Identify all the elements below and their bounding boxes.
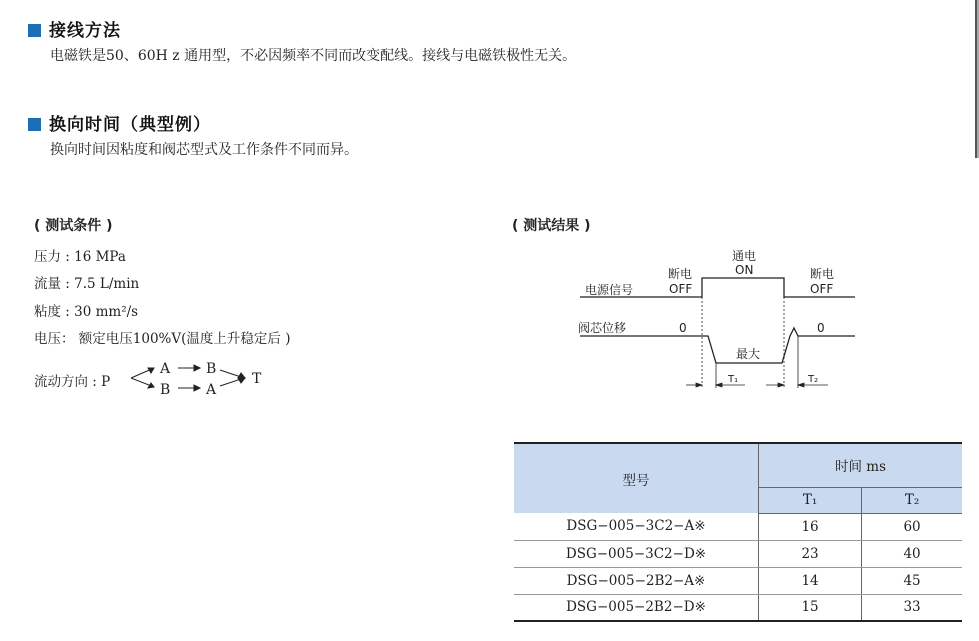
zero-left-label: 0 [679, 321, 687, 335]
condition-pressure: 压力 : 16 MPa [34, 249, 126, 265]
section-bullet-icon [28, 24, 41, 37]
dim-arrow [798, 383, 804, 387]
flow-node-b: B [206, 361, 217, 377]
flow-node-t: T [252, 371, 262, 387]
table-cell-t2: 40 [862, 540, 962, 567]
flow-direction-label: 流动方向 : P [34, 374, 111, 390]
condition-viscosity: 粘度 : 30 mm²/s [34, 304, 139, 320]
table-cell-t2: 33 [862, 594, 962, 621]
flow-direction-diagram [128, 356, 278, 401]
table-cell-t1: 14 [759, 567, 862, 594]
on-label: ON [735, 263, 754, 277]
t1-label: T₁ [728, 374, 739, 385]
section-switch-time-title: 换向时间（典型例） [28, 110, 211, 135]
arrow-head [194, 365, 200, 371]
timing-diagram [560, 240, 870, 400]
off-left-cn-label: 断电 [668, 267, 693, 281]
section-switch-time-text: 换向时间因粘度和阀芯型式及工作条件不同而异。 [50, 142, 358, 158]
flow-node-b: B [160, 382, 171, 398]
table-cell-model: DSG−005−2B2−A※ [514, 567, 759, 594]
max-label: 最大 [736, 347, 761, 361]
arrow-head [238, 373, 245, 378]
table-cell-t1: 16 [759, 513, 862, 540]
table-row [514, 513, 962, 540]
section-wiring-text: 电磁铁是50、60H z 通用型，不必因频率不同而改变配线。接线与电磁铁极性无关。 [50, 48, 577, 64]
test-conditions-title: ( 测试条件 ) [34, 218, 113, 234]
condition-voltage: 电压： 额定电压100%V(温度上升稳定后 ) [34, 331, 291, 347]
zero-right-label: 0 [817, 321, 825, 335]
table-header-t1: T₁ [759, 487, 862, 513]
arrow-head [194, 385, 200, 391]
test-results-title: ( 测试结果 ) [512, 218, 591, 234]
table-cell-model: DSG−005−2B2−D※ [514, 594, 759, 621]
table-header-time: 时间 ms [759, 443, 963, 487]
condition-flow: 流量 : 7.5 L/min [34, 276, 140, 292]
section-wiring-title: 接线方法 [28, 16, 121, 41]
flow-node-a: A [160, 361, 171, 377]
spool-displacement-label: 阀芯位移 [578, 321, 627, 335]
dim-arrow [778, 383, 784, 387]
table-cell-model: DSG−005−3C2−A※ [514, 513, 759, 540]
dim-arrow [696, 383, 702, 387]
table-row [514, 594, 962, 621]
arrow-head [238, 378, 245, 383]
off-left-label: OFF [669, 282, 693, 296]
flow-node-a: A [206, 382, 217, 398]
table-header-t2: T₂ [862, 487, 962, 513]
table-cell-model: DSG−005−3C2−D※ [514, 540, 759, 567]
switch-time-table [514, 442, 962, 622]
t2-label: T₂ [808, 374, 819, 385]
table-row [514, 540, 962, 567]
section-bullet-icon [28, 118, 41, 131]
on-cn-label: 通电 [732, 249, 757, 263]
table-row [514, 567, 962, 594]
off-right-cn-label: 断电 [810, 267, 835, 281]
off-right-label: OFF [810, 282, 834, 296]
table-cell-t1: 15 [759, 594, 862, 621]
table-cell-t2: 45 [862, 567, 962, 594]
power-signal-label: 电源信号 [585, 283, 634, 297]
table-cell-t2: 60 [862, 513, 962, 540]
table-cell-t1: 23 [759, 540, 862, 567]
dim-arrow [716, 383, 722, 387]
table-header-model: 型号 [514, 443, 759, 513]
